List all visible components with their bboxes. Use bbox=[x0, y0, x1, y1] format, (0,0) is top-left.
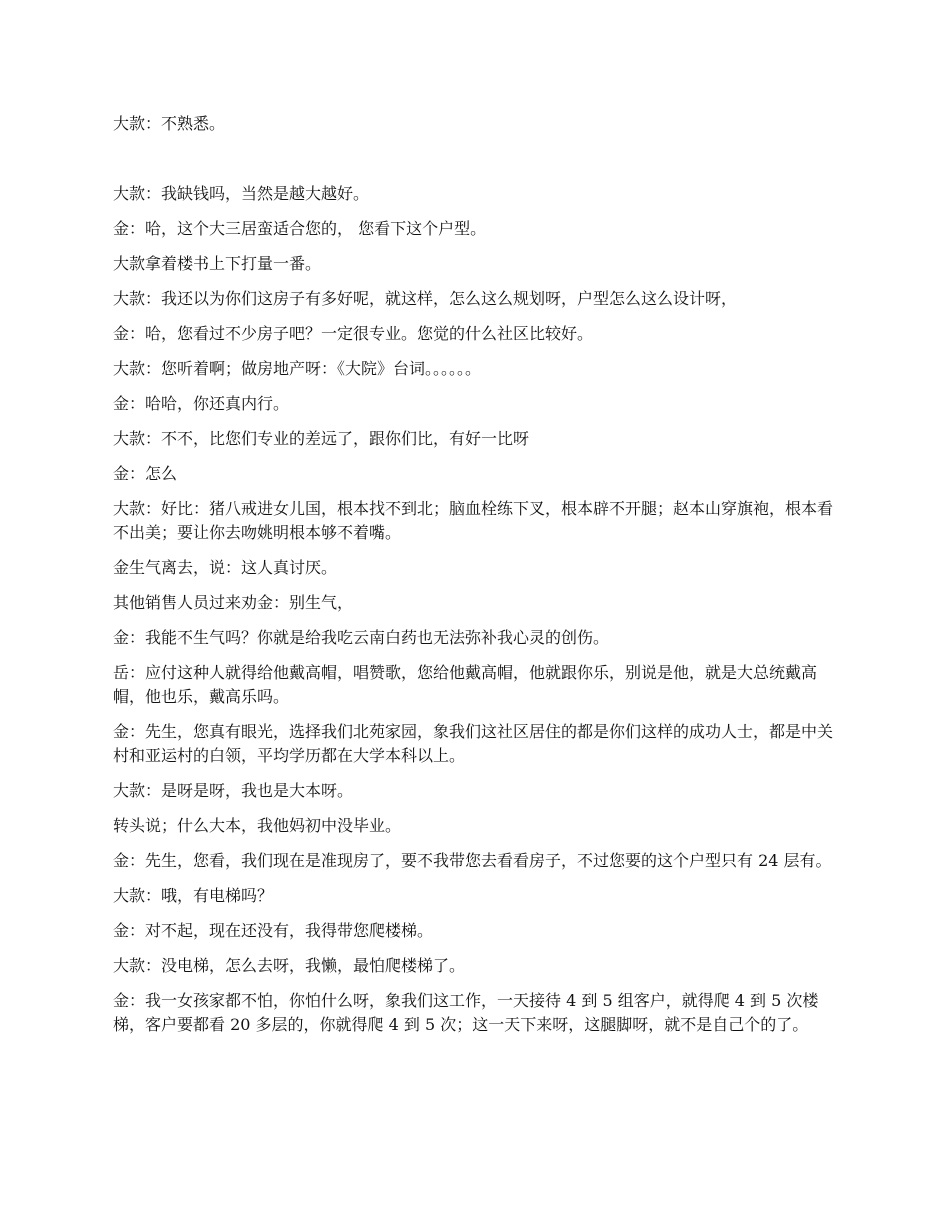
paragraph: 大款：您听着啊；做房地产呀：《大院》台词。。。。。。 bbox=[113, 359, 482, 378]
paragraph: 金：我一女孩家都不怕，你怕什么呀，象我们这工作，一天接待 4 到 5 组客户，就得爬 4 到 5 次楼梯，客户要都看 20 多层的，你就得爬 4 到 5 次；这一天下来呀，这腿脚呀，就不是自己个的了。 bbox=[113, 991, 819, 1034]
paragraph: 大款：不熟悉。 bbox=[113, 114, 226, 133]
paragraph: 金：怎么 bbox=[113, 464, 178, 483]
paragraph: 大款：我还以为你们这房子有多好呢，就这样，怎么这么规划呀，户型怎么这么设计呀， bbox=[113, 289, 738, 308]
paragraph: 大款：是呀是呀，我也是大本呀。 bbox=[113, 781, 354, 800]
paragraph: 大款：不不，比您们专业的差远了，跟你们比，有好一比呀 bbox=[113, 429, 530, 448]
paragraph: 金：哈，您看过不少房子吧？一定很专业。您觉的什么社区比较好。 bbox=[113, 324, 594, 343]
paragraph: 其他销售人员过来劝金：别生气， bbox=[113, 593, 354, 612]
document-body bbox=[113, 112, 843, 1048]
paragraph: 金：哈，这个大三居蛮适合您的， 您看下这个户型。 bbox=[113, 219, 487, 238]
paragraph: 金：哈哈，你还真内行。 bbox=[113, 394, 290, 413]
paragraph: 金：先生，您真有眼光，选择我们北苑家园，象我们这社区居住的都是你们这样的成功人士，都是中关村和亚运村的白领，平均学历都在大学本科以上。 bbox=[113, 722, 834, 765]
paragraph: 大款：我缺钱吗，当然是越大越好。 bbox=[113, 184, 370, 203]
paragraph: 金：对不起，现在还没有，我得带您爬楼梯。 bbox=[113, 921, 434, 940]
paragraph: 大款拿着楼书上下打量一番。 bbox=[113, 254, 322, 273]
paragraph: 转头说；什么大本，我他妈初中没毕业。 bbox=[113, 816, 402, 835]
paragraph: 大款：哦，有电梯吗？ bbox=[113, 886, 274, 905]
paragraph: 大款：好比：猪八戒进女儿国，根本找不到北；脑血栓练下叉，根本辟不开腿；赵本山穿旗袍，根本看不出美；要让你去吻姚明根本够不着嘴。 bbox=[113, 499, 834, 542]
paragraph: 金：我能不生气吗？你就是给我吃云南白药也无法弥补我心灵的创伤。 bbox=[113, 628, 610, 647]
paragraph: 金：先生，您看，我们现在是准现房了，要不我带您去看看房子，不过您要的这个户型只有 24 层有。 bbox=[113, 851, 832, 870]
paragraph: 岳：应付这种人就得给他戴高帽，唱赞歌，您给他戴高帽，他就跟你乐，别说是他，就是大总统戴高帽，他也乐，戴高乐吗。 bbox=[113, 663, 818, 706]
paragraph: 大款：没电梯，怎么去呀，我懒，最怕爬楼梯了。 bbox=[113, 956, 466, 975]
paragraph: 金生气离去，说：这人真讨厌。 bbox=[113, 558, 338, 577]
